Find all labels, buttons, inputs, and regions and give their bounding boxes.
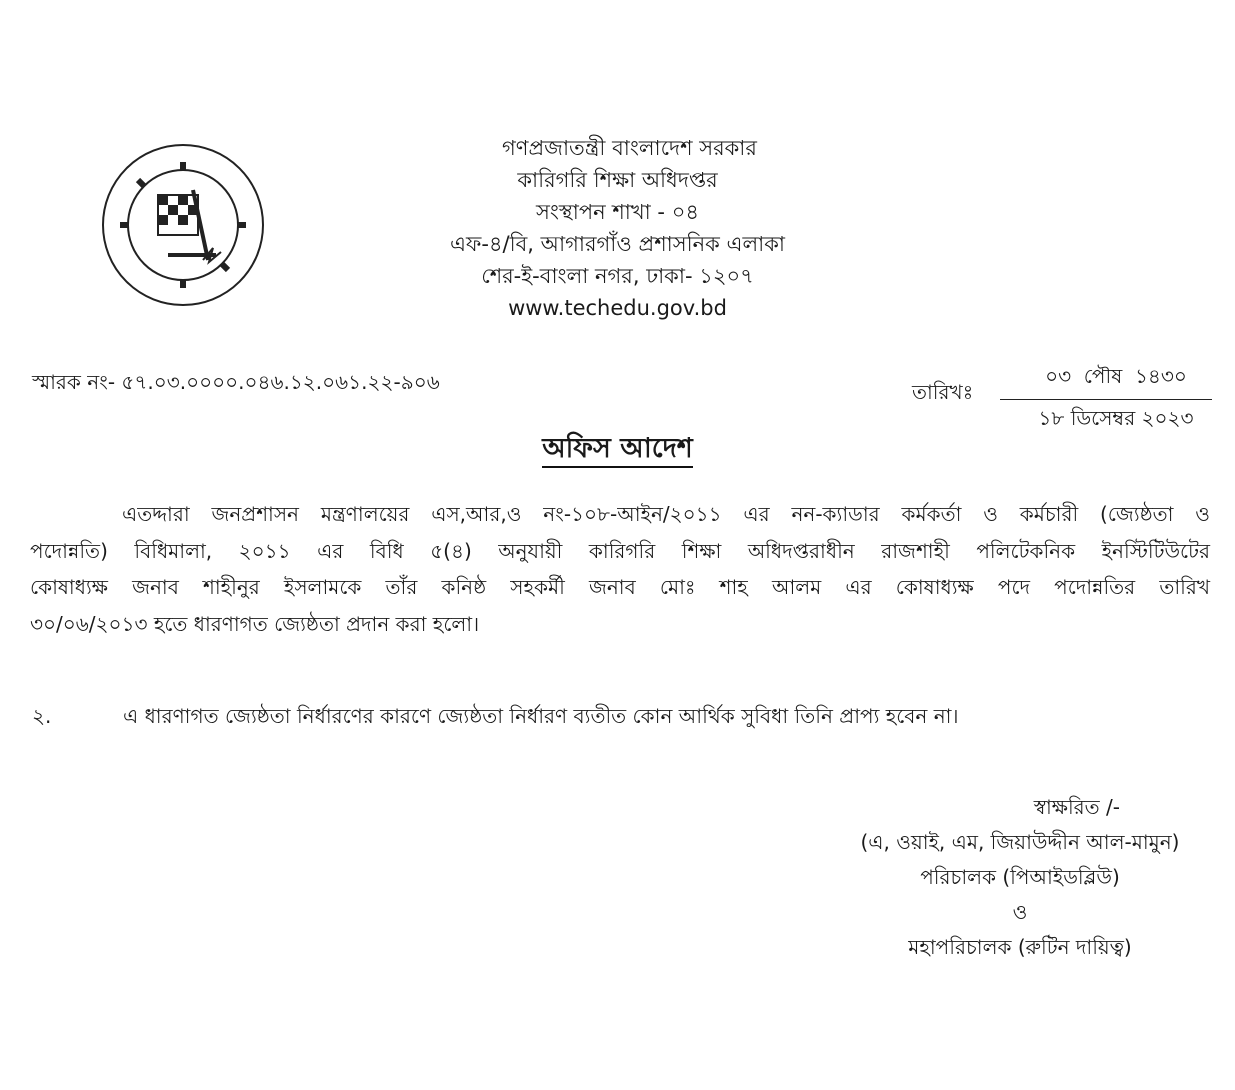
paragraph-line: এতদ্দারা জনপ্রশাসন মন্ত্রণালয়ের এস,আর,ও নং-১০৮-আইন/২০১১ এর নন-ক্যাডার কর্মকর্তা ও কর্মচারী (জ্যেষ্ঠতা ও: [122, 502, 1210, 526]
signatory-designation-1: পরিচালক (পিআইডব্লিউ): [920, 865, 1120, 889]
memo-number: স্মারক নং- ৫৭.০৩.০০০০.০৪৬.১২.০৬১.২২-৯০৬: [32, 370, 440, 394]
document-title: [0, 428, 1235, 473]
paragraph-line: ৩০/০৬/২০১৩ হতে ধারণাগত জ্যেষ্ঠতা প্রদান করা হলো।: [30, 611, 480, 636]
date-gregorian: ১৮ ডিসেম্বর ২০২৩: [1038, 406, 1194, 430]
signatory-name: (এ, ওয়াই, এম, জিয়াউদ্দীন আল-মামুন): [860, 830, 1180, 854]
date-block: [1000, 362, 1212, 437]
date-label: তারিখঃ: [912, 380, 974, 404]
signatory-designation-2: মহাপরিচালক (রুটিন দায়িত্ব): [908, 935, 1132, 959]
header-address: এফ-৪/বি, আগারগাঁও প্রশাসনিক এলাকা: [450, 232, 785, 256]
paragraph-line: পদোন্নতি) বিধিমালা, ২০১১ এর বিধি ৫(৪) অনুযায়ী কারিগরি শিক্ষা অধিদপ্তরাধীন রাজশাহী পলিটেকনিক ইনস্টিটিউটের: [30, 538, 1210, 563]
signed-mark: স্বাক্ষরিত /-: [1033, 795, 1120, 819]
paragraph-2-text: এ ধারণাগত জ্যেষ্ঠতা নির্ধারণের কারণে জ্যেষ্ঠতা নির্ধারণ ব্যতীত কোন আর্থিক সুবিধা তিনি প্রাপ্য হবেন না।: [123, 704, 959, 728]
header-city: শের-ই-বাংলা নগর, ঢাকা- ১২০৭: [481, 264, 754, 288]
paragraph-1: [30, 496, 1210, 642]
paragraph-2-number: ২.: [32, 704, 52, 728]
header-website: www.techedu.gov.bd: [508, 296, 727, 320]
header-directorate: কারিগরি শিক্ষা অধিদপ্তর: [517, 168, 718, 192]
title-text: অফিস আদেশ: [542, 433, 693, 468]
signatory-and: ও: [1012, 900, 1028, 924]
signature-block: [820, 790, 1220, 965]
letterhead: [0, 132, 1235, 324]
header-section: সংস্থাপন শাখা - ০৪: [536, 200, 699, 224]
paragraph-line: কোষাধ্যক্ষ জনাব শাহীনুর ইসলামকে তাঁর কনিষ্ঠ সহকর্মী জনাব মোঃ শাহ আলম এর কোষাধ্যক্ষ পদে পদোন্নতির তারিখ: [30, 575, 1210, 599]
header-government: গণপ্রজাতন্ত্রী বাংলাদেশ সরকার: [502, 136, 757, 160]
date-bangla: ০৩ পৌষ ১৪৩০: [1000, 362, 1212, 400]
